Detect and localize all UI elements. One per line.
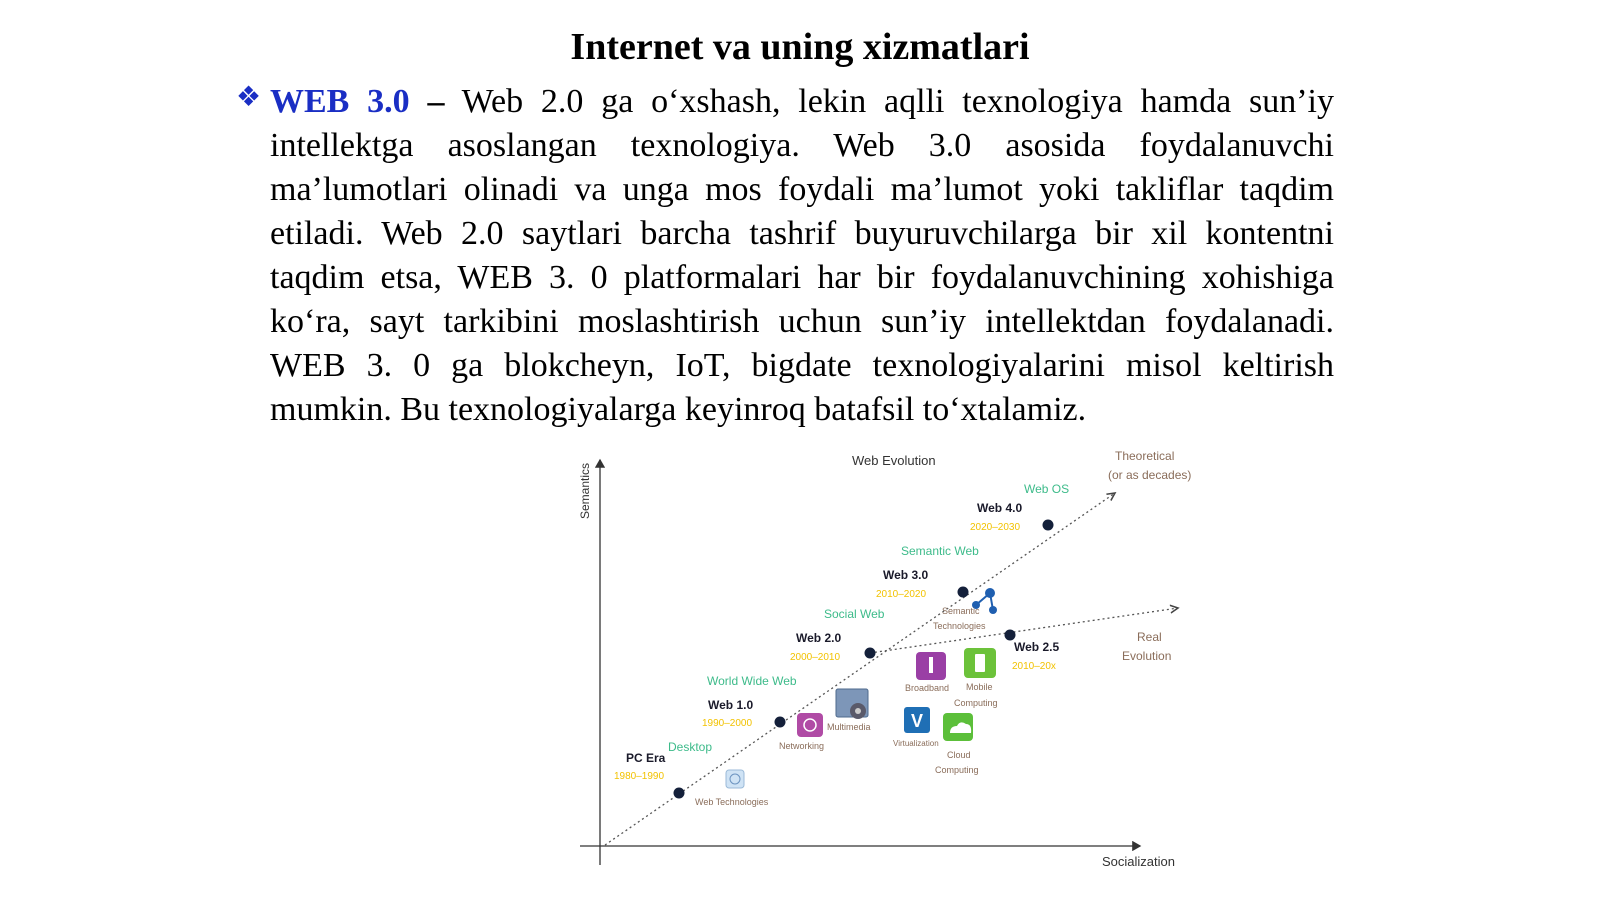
- web25-point: [1005, 630, 1016, 641]
- label-mobile-computing-line2: Computing: [954, 698, 998, 708]
- trend-webos: Web OS: [1024, 482, 1070, 496]
- dash: –: [427, 83, 445, 120]
- era-web4: Web 4.0: [977, 501, 1023, 515]
- paragraph-text: Web 2.0 ga o‘xshash, lekin aqlli texnologiya hamda sun’iy intellektga asoslangan texnologiya. Web 3.0 asosida foydalanuvchi ma’lumotlari olinadi va unga mos foydali ma’lumot yoki takliflar taqdim etiladi. Web 2.0 saytlari barcha tashrif buyuruvchilarga bir xil kontentni taqdim etsa, WEB 3. 0 platformalari har bir foydalanuvchining xohishiga ko‘ra, sayt tarkibini moslashtirish uchun sun’iy intellektdan foydalanadi. WEB 3. 0 ga blokcheyn, IoT, bigdate texnologiyalarini misol keltirish mumkin. Bu texnologiyalarga keyinroq batafsil to‘xtalamiz.: [270, 83, 1334, 428]
- web1-point: [775, 717, 786, 728]
- years-web2: 2000–2010: [790, 652, 841, 663]
- years-web4: 2020–2030: [970, 522, 1021, 533]
- keyword-web3: WEB 3.0: [270, 83, 410, 120]
- trend-desktop: Desktop: [668, 740, 713, 754]
- label-semantic-technologies: [933, 606, 986, 631]
- label-cloud-computing-line1: Cloud: [947, 750, 971, 760]
- multimedia-icon: [836, 689, 868, 719]
- web-technologies-icon: [726, 770, 744, 788]
- label-multimedia: Multimedia: [827, 722, 871, 732]
- theoretical-label-line1: Theoretical: [1115, 449, 1175, 463]
- virtualization-icon: [904, 707, 930, 733]
- four-diamond-bullet-icon: ❖: [236, 82, 262, 113]
- real-evolution-label-line1: Real: [1137, 630, 1162, 644]
- web-evolution-diagram: [578, 449, 1220, 880]
- broadband-icon: [916, 652, 946, 680]
- label-mobile-computing-line1: Mobile: [966, 682, 993, 692]
- label-cloud-computing: [935, 750, 979, 775]
- web3-point: [958, 587, 969, 598]
- trend-www: World Wide Web: [707, 674, 797, 688]
- mobile-computing-icon: [964, 648, 996, 678]
- web4-point: [1043, 520, 1054, 531]
- label-networking: Networking: [779, 741, 825, 751]
- label-semantic-technologies-line1: Semantic: [942, 606, 980, 616]
- web2-point: [865, 648, 876, 659]
- theoretical-label-line2: (or as decades): [1108, 468, 1192, 482]
- bullet-paragraph: [270, 80, 1334, 432]
- era-web25: Web 2.5: [1014, 640, 1060, 654]
- years-web3: 2010–2020: [876, 589, 927, 600]
- era-pc: PC Era: [626, 751, 666, 765]
- x-axis-label: Socialization: [1102, 854, 1175, 869]
- trend-semantic: Semantic Web: [901, 544, 979, 558]
- label-semantic-technologies-line2: Technologies: [933, 621, 986, 631]
- real-evolution-label-line2: Evolution: [1122, 649, 1172, 663]
- years-web1: 1990–2000: [702, 718, 753, 729]
- label-cloud-computing-line2: Computing: [935, 765, 979, 775]
- era-web2: Web 2.0: [796, 631, 842, 645]
- networking-icon: [797, 713, 823, 737]
- label-broadband: Broadband: [905, 683, 950, 693]
- label-mobile-computing: [954, 682, 998, 708]
- years-pc: 1980–1990: [614, 771, 665, 782]
- y-axis-label: Semantics: [578, 462, 592, 519]
- era-web1: Web 1.0: [708, 698, 754, 712]
- years-web25: 2010–20x: [1012, 661, 1056, 672]
- trend-social: Social Web: [824, 607, 885, 621]
- real-evolution-label: [1122, 630, 1171, 663]
- theoretical-label: [1108, 449, 1191, 482]
- era-web3: Web 3.0: [883, 568, 929, 582]
- cloud-computing-icon: [943, 713, 973, 741]
- pc-era-point: [674, 788, 685, 799]
- svg-text:V: V: [910, 711, 924, 731]
- slide-title: Internet va uning xizmatlari: [570, 26, 1030, 68]
- label-virtualization: Virtualization: [893, 739, 939, 748]
- diagram-title: Web Evolution: [852, 453, 936, 468]
- label-web-technologies: Web Technologies: [695, 797, 769, 807]
